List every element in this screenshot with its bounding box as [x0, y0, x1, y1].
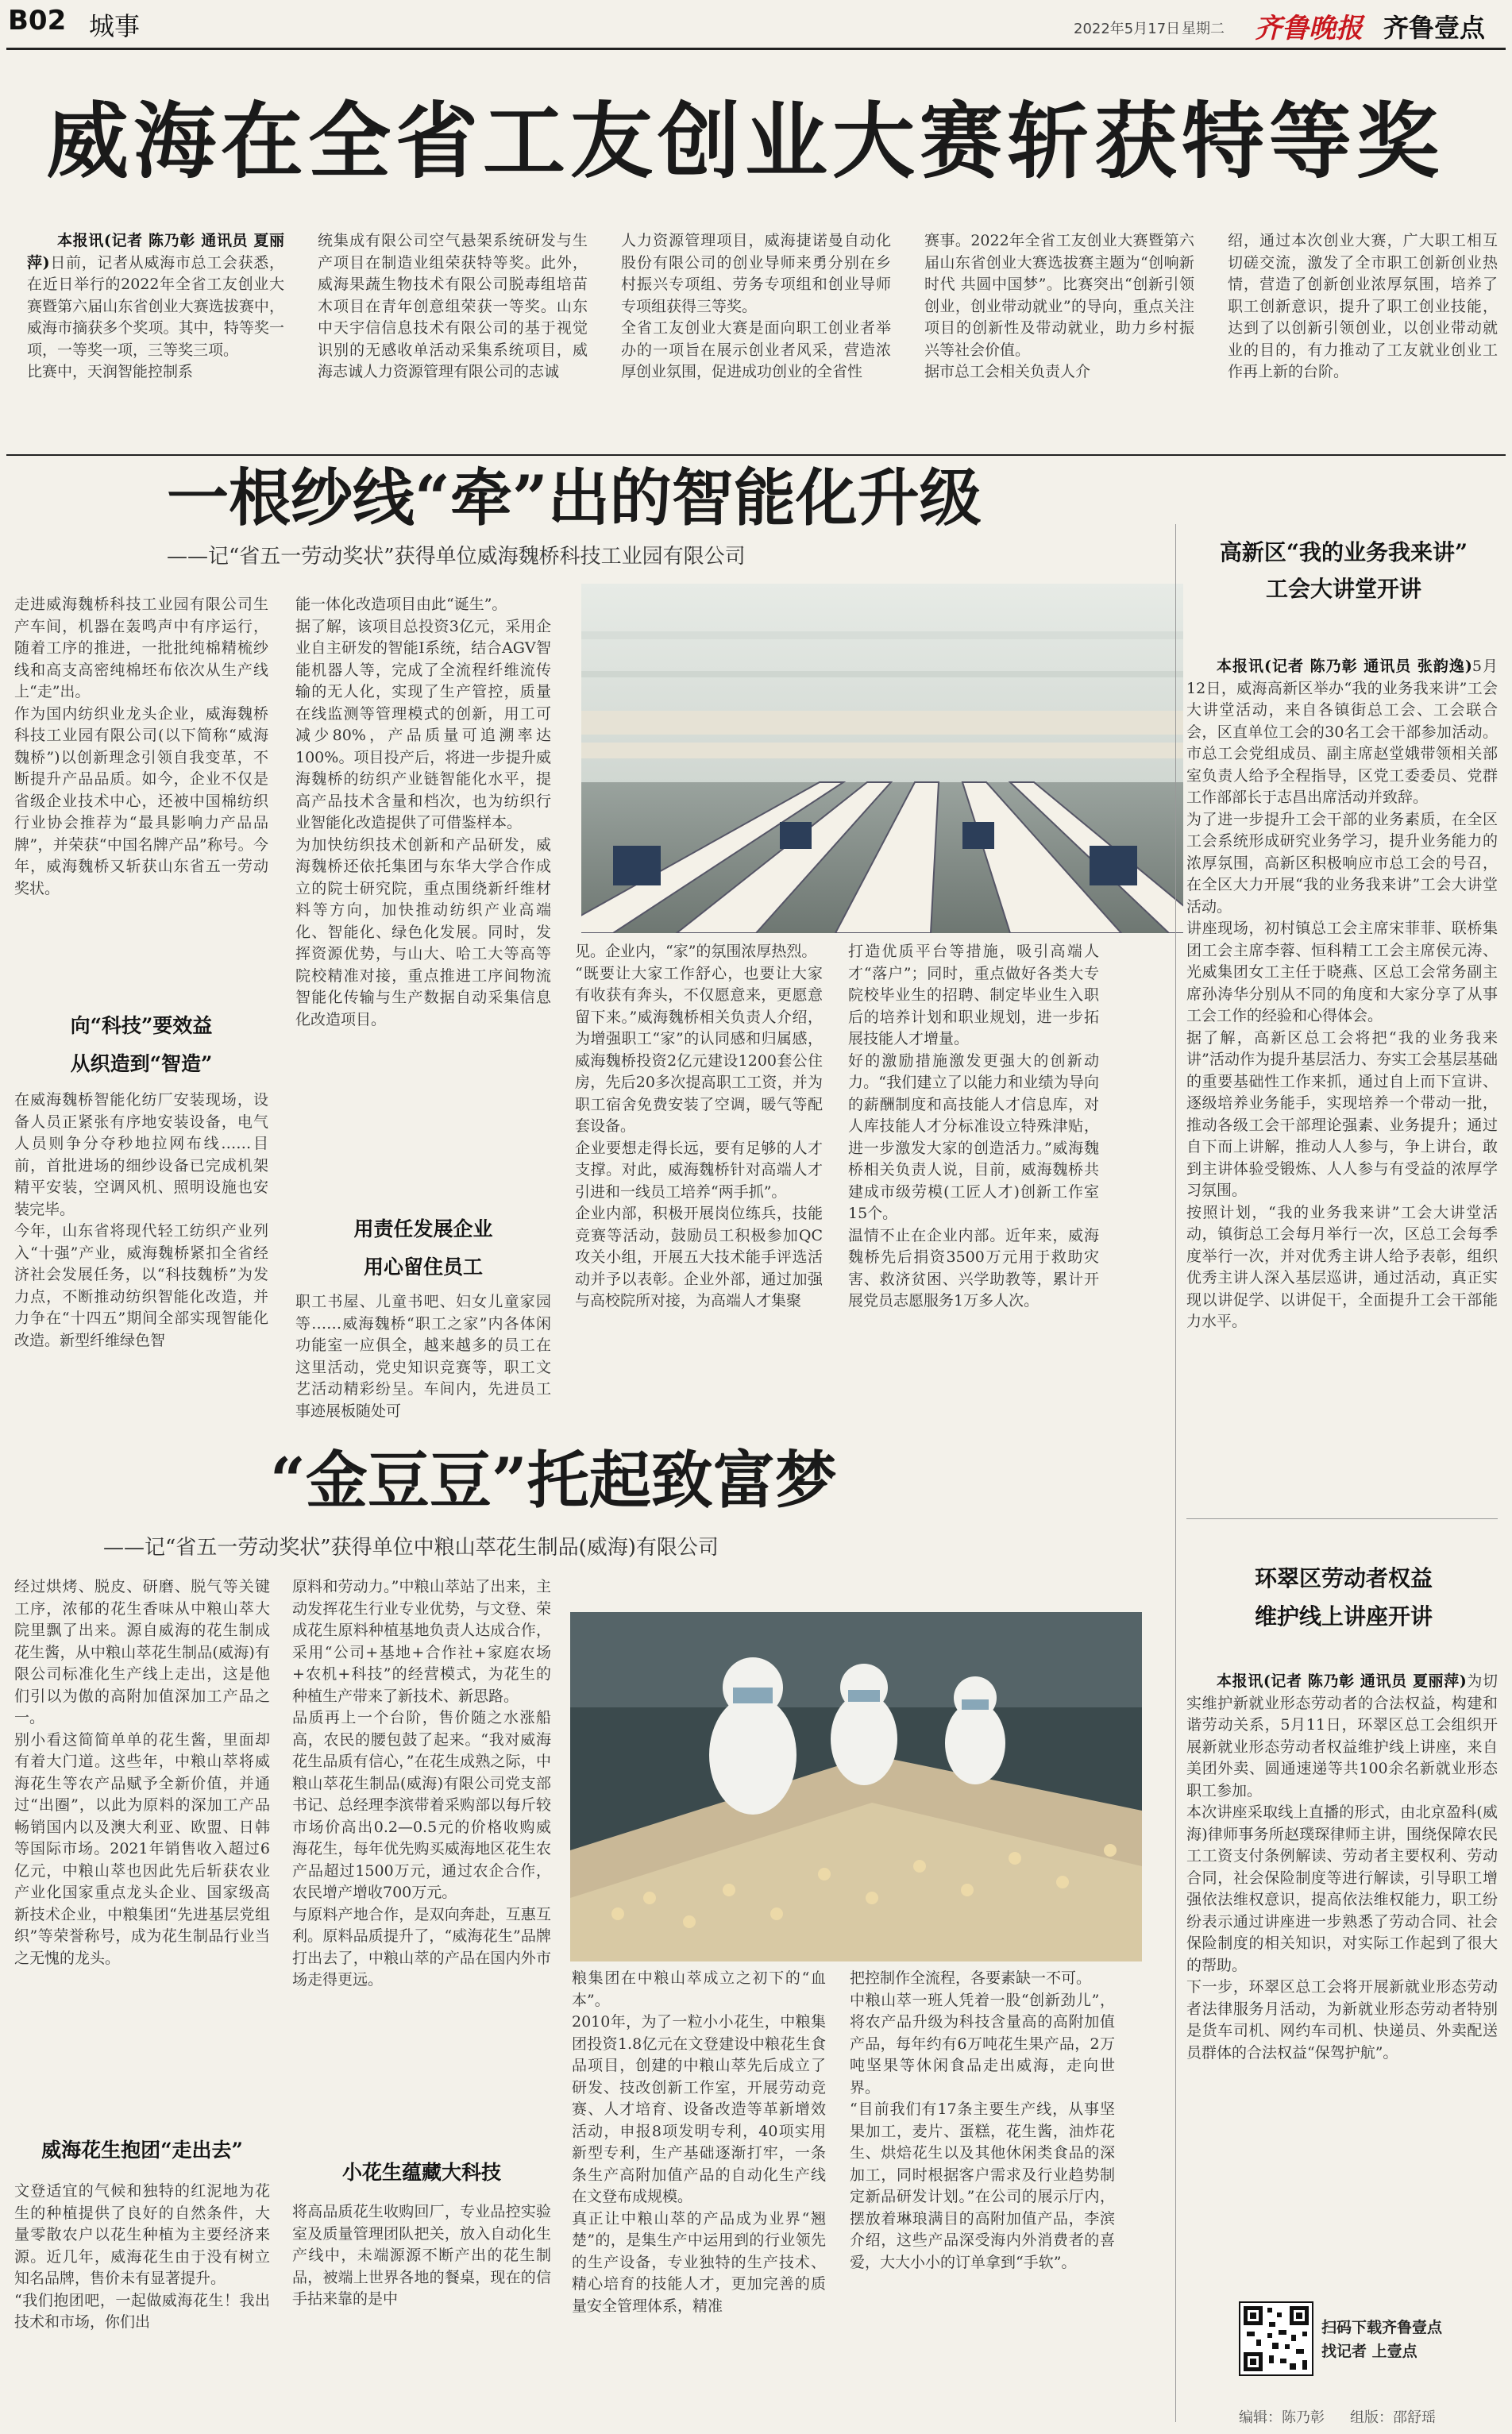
story3-sub2: 小花生蕴藏大科技: [341, 2161, 501, 2184]
editor-credit: 编辑：陈乃彰: [1239, 2409, 1325, 2426]
section-name: 城事: [89, 11, 141, 41]
story2-sub2-line1: 用责任发展企业: [353, 1217, 493, 1240]
peanut-scene-svg: [570, 1612, 1142, 1961]
story1-col5: 绍，通过本次创业大赛，广大职工相互切磋交流，激发了全市职工创新创业热情，营造了创新创业浓厚氛围，培养了职工创新意识，提升了职工创业技能，达到了以创新引领创业，以创业带动就业的目的，有力推动了工友就业创业工作再上新的台阶。: [1228, 232, 1498, 380]
paper-logo: 齐鲁晚报: [1255, 13, 1363, 44]
peanut-factory-photo: [570, 1612, 1142, 1961]
story2-col1a: 走进威海魏桥科技工业园有限公司生产车间，机器在轰鸣声中有序运行，随着工序的推进，一批批纯棉精梳纱线和高支高密纯棉坯布依次从生产线上“走”出。 作为国内纺织业龙头企业，威海魏桥科技工业园有限公司(以下简称“威海魏桥”)以创新理念引领自我变革，不断提升产品品质。如今，企业不仅是省级企业技术中心，还被中国棉纺织行业协会推荐为“最具影响力产品品牌”，并荣获“中国名牌产品”称号。今年，威海魏桥又斩获山东省五一劳动奖状。: [14, 596, 268, 897]
story2-sub1-line1: 向“科技”要效益: [70, 1014, 213, 1037]
qr-code[interactable]: [1239, 2301, 1313, 2376]
side1-end-rule: [1186, 1518, 1498, 1519]
side1-headline-line1: 高新区“我的业务我来讲”: [1219, 539, 1468, 565]
story1-col1: [27, 230, 284, 453]
qr-pattern-icon: [1240, 2303, 1312, 2374]
story1-col3: 人力资源管理项目，威海捷诺曼自动化股份有限公司的创业导师来勇分别在乡村振兴专项组、劳务专项组和创业导师专项组获得三等奖。 全省工友创业大赛是面向职工创业者举办的一项旨在展示创业者风采，营造浓厚创业氛围，促进成功创业的全省性: [621, 232, 891, 380]
side2-body: [1186, 1671, 1498, 2290]
story1-col1-text: 日前，记者从威海市总工会获悉，在近日举行的2022年全省工友创业大赛暨第六届山东省创业大赛选拔赛中，威海市摘获多个奖项。其中，特等奖一项，一等奖一项，三等奖三项。 比赛中，天润智能控制系: [27, 253, 284, 380]
story2-col2b: 职工书屋、儿童书吧、妇女儿童家园等……威海魏桥“职工之家”内各体闲功能室一应俱全，越来越多的员工在这里活动，党史知识竞赛等，职工文艺活动精彩纷呈。车间内，先进员工事迹展板随处可: [295, 1293, 551, 1420]
story1-rule: [6, 454, 1506, 456]
story2-headline: 一根纱线“牵”出的智能化升级: [167, 462, 982, 534]
side1-body-text: 5月12日，威海高新区举办“我的业务我来讲”工会大讲堂活动，来自各镇街总工会、工会联合会，区直单位工会的30名工会干部参加活动。市总工会党组成员、副主席赵堂娥带领相关部室负责人给予全程指导，区党工委委员、党群工作部部长于志昌出席活动并致辞。 为了进一步提升工会干部的业务素质，在全区工会系统形成研究业务学习，提升业务能力的浓厚氛围，高新区积极响应市总工会的号召，在全区大力开展“我的业务我来讲”工会大讲堂活动。 讲座现场，初村镇总工会主席宋菲菲、联桥集团工会主席李蓉、恒科精工工会主席侯元涛、光威集团女工主任于晓燕、区总工会常务副主席孙涛华分别从不同的角度和大家分享了从事工会工作的经验和心得体会。 据了解，高新区总工会将把“我的业务我来讲”活动作为提升基层活力、夯实工会基层基础的重要基础性工作来抓，通过自上而下宣讲、逐级培养业务能手，实现培养一个带动一批，推动各级工会干部理论强素、业务提升；通过自下而上讲解，推动人人参与，争上讲台，敢到主讲体验受锻炼、人人参与有受益的浓厚学习氛围。 按照计划，“我的业务我来讲”工会大讲堂活动，镇街总工会每月举行一次，区总工会每季度举行一次，并对优秀主讲人给予表彰，组织优秀主讲人深入基层巡讲，通过活动，真正实现以讲促学、以讲促干，全面提升工会干部能力水平。: [1186, 658, 1498, 1330]
issue-date: 2022年5月17日: [1074, 21, 1181, 37]
story1-byline: 本报讯(记者 陈乃彰 通讯员 夏丽萍): [27, 232, 284, 272]
story3-col2a: 原料和劳动力。”中粮山萃站了出来，主动发挥花生行业专业优势，与文登、荣成花生原料种植基地负责人达成合作，采用“公司+基地+合作社+家庭农场+农机+科技”的经营模式，为花生的种植生产带来了新技术、新思路。 品质再上一个台阶，售价随之水涨船高，农民的腰包鼓了起来。“我对威海花生品质有信心，”在花生成熟之际，中粮山萃花生制品(威海)有限公司党支部书记、总经理李滨带着采购部以每斤较市场价高出0.2—0.5元的价格收购威海花生，每年优先购买威海地区花生农产品超过1500万元，通过农企合作，农民增产增收700万元。 与原料产地合作，是双向奔赴，互惠互利。原料品质提升了，“威海花生”品牌打出去了，中粮山萃的产品在国内外市场走得更远。: [292, 1578, 551, 1988]
side1-headline-line2: 工会大讲堂开讲: [1265, 576, 1421, 602]
side2-headline-line2: 维护线上讲座开讲: [1254, 1603, 1433, 1630]
layout-credit: 组版：邵舒瑶: [1350, 2409, 1436, 2426]
app-logo: 齐鲁壹点: [1383, 13, 1486, 43]
story2-col2a: 能一体化改造项目由此“诞生”。 据了解，该项目总投资3亿元，采用企业自主研发的智能I系统，结合AGV智能机器人等，完成了全流程纤维流传输的无人化，实现了生产管控，质量在线监测等管理模式的创新，用工可减少80%，产品质量可追溯率达100%。项目投产后，将进一步提升威海魏桥的纺织产业链智能化水平，提高产品技术含量和档次，也为纺织行业智能化改造提供了可借鉴样本。 为加快纺织技术创新和产品研发，威海魏桥还依托集团与东华大学合作成立的院士研究院，重点围绕新纤维材料等方向，加快推动纺织产业高端化、智能化、绿色化发展。同时，发挥资源优势，与山大、哈工大等高等院校精准对接，重点推进工序间物流智能化传输与生产数据自动采集信息化改造项目。: [295, 596, 551, 1028]
side2-byline: 本报讯(记者 陈乃彰 通讯员 夏丽萍): [1217, 1672, 1467, 1690]
story3-headline: “金豆豆”托起致富梦: [270, 1445, 837, 1517]
story3-col2b: 将高品质花生收购回厂，专业品控实验室及质量管理团队把关，放入自动化生产线中，未端源源不断产出的花生制品，被端上世界各地的餐桌，现在的信手拈来靠的是中: [292, 2203, 551, 2308]
story2-col4: 打造优质平台等措施，吸引高端人才“落户”；同时，重点做好各类大专院校毕业生的招聘、制定毕业生入职后的培养计划和职业规划，进一步拓展技能人才增量。 好的激励措施激发更强大的创新动力。“我们建立了以能力和业绩为导向的薪酬制度和高技能人才信息库，对人库技能人才分标准设立特殊津贴，进一步激发大家的创造活力。”威海魏桥相关负责人说，目前，威海魏桥共建成市级劳模(工匠人才)创新工作室15个。 温情不止在企业内部。近年来，威海魏桥先后捐资3500万元用于救助灾害、救济贫困、兴学助教等，累计开展党员志愿服务1万多人次。: [848, 943, 1099, 1310]
story2-sub2-line2: 用心留住员工: [363, 1256, 483, 1279]
factory-photo: [581, 584, 1183, 933]
story2-col3: 见。企业内，“家”的氛围浓厚热烈。 “既要让大家工作舒心，也要让大家有收获有奔头，不仅愿意来，更愿意留下来。”威海魏桥相关负责人介绍，为增强职工“家”的认同感和归属感，威海魏桥投资2亿元建设1200套公住房，先后20多次提高职工工资，并为职工宿舍免费安装了空调，暖气等配套设备。 企业要想走得长远，要有足够的人才支撑。对此，威海魏桥针对高端人才引进和一线员工培养“两手抓”。 企业内部，积极开展岗位练兵，技能竞赛等活动，鼓励员工积极参加QC攻关小组，开展五大技术能手评选活动并予以表彰。企业外部，通过加强与高校院所对接，为高端人才集聚: [575, 943, 823, 1310]
side1-body: [1186, 656, 1498, 1490]
issue-weekday: 星期二: [1182, 21, 1225, 37]
header-rule: [6, 48, 1506, 50]
side2-body-text: 为切实维护新就业形态劳动者的合法权益，构建和谐劳动关系，5月11日，环翠区总工会组织开展新就业形态劳动者权益维护线上讲座，来自美团外卖、圆通速递等共100余名新就业形态职工参加。 本次讲座采取线上直播的形式，由北京盈科(威海)律师事务所赵璞琛律师主讲，围绕保障农民工工资支付条例解读、劳动者主要权利、劳动合同，社会保险制度等进行解读，引导职工增强依法维权意识，提高依法维权能力，职工纷纷表示通过讲座进一步熟悉了劳动合同、社会保险制度的相关知识，对实际工作起到了很大的帮助。 下一步，环翠区总工会将开展新就业形态劳动者法律服务月活动，为新就业形态劳动者特别是货车司机、网约车司机、快递员、外卖配送员群体的合法权益“保驾护航”。: [1186, 1672, 1498, 2062]
side2-headline-line1: 环翠区劳动者权益: [1254, 1565, 1433, 1591]
qr-caption-line2: 找记者 上壹点: [1321, 2343, 1418, 2360]
story3-subhead: ——记“省五一劳动奖状”获得单位中粮山萃花生制品(威海)有限公司: [103, 1536, 719, 1560]
story3-sub1: 威海花生抱团“走出去”: [41, 2139, 243, 2162]
page-code: B02: [8, 5, 67, 37]
qr-caption-line1: 扫码下载齐鲁壹点: [1321, 2319, 1443, 2336]
story2-sub1-line2: 从织造到“智造”: [70, 1052, 213, 1075]
sidebar-divider: [1175, 524, 1176, 2422]
story2-col1b: 在威海魏桥智能化纺厂安装现场，设备人员正紧张有序地安装设备，电气人员则争分夺秒地拉网布线……目前，首批进场的细纱设备已完成机架精平安装，空调风机、照明设施也安装完毕。 今年，山东省将现代轻工纺织产业列入“十强”产业，威海魏桥紧扣全省经济社会发展任务，以“科技魏桥”为发力点，不断推动纺织智能化改造，并力争在“十四五”期间全部实现智能化改造。新型纤维绿色智: [14, 1091, 268, 1349]
factory-scene-svg: [581, 584, 1183, 933]
story3-col1b: 文登适宜的气候和独特的红泥地为花生的种植提供了良好的自然条件，大量零散农户以花生种植为主要经济来源。近几年，威海花生由于没有树立知名品牌，售价未有显著提升。 “我们抱团吧，一起做威海花生！我出技术和市场，你们出: [14, 2182, 270, 2331]
story3-col1a: 经过烘烤、脱皮、研磨、脱气等关键工序，浓郁的花生香味从中粮山萃大院里飘了出来。源自威海的花生制成花生酱，从中粮山萃花生制品(威海)有限公司标准化生产线上走出，这是他们引以为傲的高附加值深加工产品之一。 别小看这简简单单的花生酱，里面却有着大门道。这些年，中粮山萃将威海花生等农产品赋予全新价值，并通过“出圈”，以此为原料的深加工产品畅销国内以及澳大利亚、欧盟、日韩等国际市场。2021年销售收入超过6亿元，中粮山萃也因此先后斩获农业产业化国家重点龙头企业、国家级高新技术企业，中粮集团“先进基层党组织”等荣誉称号，成为花生制品行业当之无愧的龙头。: [14, 1578, 270, 1967]
story1-col2: 统集成有限公司空气悬架系统研发与生产项目在制造业组荣获特等奖。此外，威海果蔬生物技术有限公司脱毒组培苗木项目在青年创意组荣获一等奖。山东中天宇信信息技术有限公司的基于视觉识别的无感收单活动采集系统项目，威海志诚人力资源管理有限公司的志诚: [318, 232, 588, 380]
story1-headline: 威海在全省工友创业大赛斩获特等奖: [46, 92, 1444, 190]
story3-col4: 把控制作全流程，各要素缺一不可。 中粮山萃一班人凭着一股“创新劲儿”，将农产品升级为科技含量高的高附加值产品，每年约有6万吨花生果产品，2万吨坚果等休闲食品走出威海，走向世界。 “目前我们有17条主要生产线，从事坚果加工，麦片、蛋糕，花生酱，油炸花生、烘焙花生以及其他休闲类食品的深加工，同时根据客户需求及行业趋势制定新品研发计划。”在公司的展示厅内，摆放着琳琅满目的高附加值产品，李滨介绍，这些产品深受海内外消费者的喜爱，大大小小的订单拿到“手软”。: [850, 1969, 1115, 2271]
story1-col4: 赛事。2022年全省工友创业大赛暨第六届山东省创业大赛选拔赛主题为“创响新时代 共圆中国梦”。比赛突出“创新引领创业，创业带动就业”的导向，重点关注项目的创新性及带动就业，助力乡村振兴等社会价值。 据市总工会相关负责人介: [924, 232, 1194, 380]
side1-byline: 本报讯(记者 陈乃彰 通讯员 张韵逸): [1217, 658, 1472, 675]
story2-subhead: ——记“省五一劳动奖状”获得单位威海魏桥科技工业园有限公司: [167, 545, 746, 569]
story3-col3: 粮集团在中粮山萃成立之初下的“血本”。 2010年，为了一粒小小花生，中粮集团投资1.8亿元在文登建设中粮花生食品项目，创建的中粮山萃先后成立了研发、技改创新工作室，开展劳动竞赛、人才培育、设备改造等革新增效活动，申报8项发明专利，40项实用新型专利，生产基础逐渐打牢，一条条生产高附加值产品的自动化生产线在文登布成规模。 真正让中粮山萃的产品成为业界“翘楚”的，是集生产中运用到的行业领先的生产设备，专业独特的生产技术、精心培育的技能人才，更加完善的质量安全管理体系，精准: [572, 1969, 826, 2315]
